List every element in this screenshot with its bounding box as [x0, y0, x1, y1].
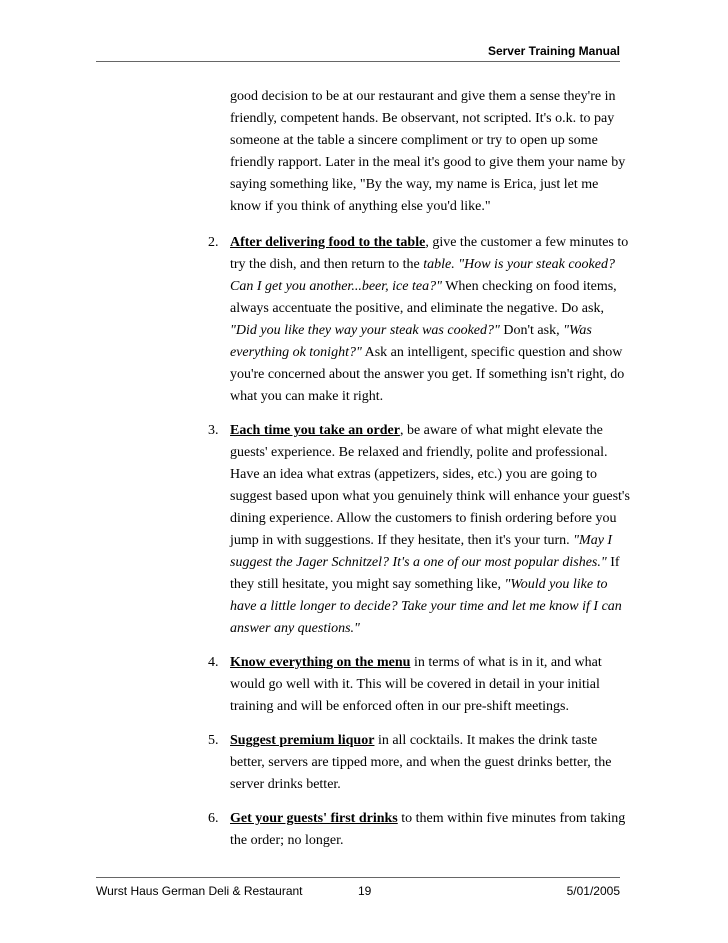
page-number: 19: [358, 884, 372, 898]
item-number: 6.: [208, 811, 219, 826]
item-quote: "Was everything ok tonight?": [230, 323, 592, 360]
footer-date: 5/01/2005: [566, 884, 620, 898]
continued-paragraph: good decision to be at our restaurant and give them a sense they're in friendly, competent hands. Be observant, not scripted. It's o.k. to pay someone at the table a sincere compliment or try to open up some friendly rapport. Later in the meal it's good to give them your name by saying something like, "By the way, my name is Erica, just let me know if you think of anything else you'd like.": [230, 89, 626, 214]
list-item-2: [208, 232, 630, 408]
running-header: Server Training Manual: [487, 44, 620, 58]
item-number: 5.: [208, 733, 219, 748]
footer-restaurant-name: Wurst Haus German Deli & Restaurant: [96, 884, 303, 898]
item-text: , be aware of what might elevate the guests' experience. Be relaxed and friendly, polite and professional. Have an idea what extras (appetizers, sides, etc.) you are going to suggest based upon what you genuinely think will enhance your guest's dining experience. Allow the customers to finish ordering before you jump in with suggestions. If they hesitate, then it's your turn.: [230, 423, 630, 548]
item-heading: Suggest premium liquor: [230, 733, 375, 748]
item-quote: "May I suggest the Jager Schnitzel? It's a one of our most popular dishes.": [230, 533, 613, 570]
item-quote: table. "How is your steak cooked? Can I get you another...beer, ice tea?": [230, 257, 615, 294]
item-text: to them within five minutes from taking the order; no longer.: [230, 811, 626, 848]
item-quote: "Would you like to have a little longer to decide? Take your time and let me know if I can answer any questions.": [230, 577, 622, 636]
item-text: If they still hesitate, you might say something like,: [230, 555, 620, 592]
item-number: 4.: [208, 655, 219, 670]
item-text: Don't ask,: [499, 323, 564, 338]
list-item-3: [208, 420, 630, 640]
header-rule: [96, 61, 620, 62]
footer-rule: [96, 877, 620, 878]
page-body: [208, 86, 630, 852]
item-text: Ask an intelligent, specific question and show you're concerned about the answer you get. If something isn't right, do what you can make it right.: [230, 345, 625, 404]
item-text: , give the customer a few minutes to try the dish, and then return to the: [230, 235, 629, 272]
item-text: When checking on food items, always accentuate the positive, and eliminate the negative. Do ask,: [230, 279, 617, 316]
item-heading: Know everything on the menu: [230, 655, 411, 670]
item-heading: After delivering food to the table: [230, 235, 426, 250]
list-item-4: [208, 652, 630, 718]
list-item-6: [208, 808, 630, 852]
item-quote: "Did you like they way your steak was cooked?": [230, 323, 500, 338]
item-heading: Get your guests' first drinks: [230, 811, 398, 826]
item-heading: Each time you take an order: [230, 423, 400, 438]
item-number: 3.: [208, 423, 219, 438]
list-item-5: [208, 730, 630, 796]
item-text: in terms of what is in it, and what would go well with it. This will be covered in detail in your initial training and will be enforced often in our pre-shift meetings.: [230, 655, 602, 714]
item-number: 2.: [208, 235, 219, 250]
item-text: in all cocktails. It makes the drink taste better, servers are tipped more, and when the guest drinks better, the server drinks better.: [230, 733, 612, 792]
